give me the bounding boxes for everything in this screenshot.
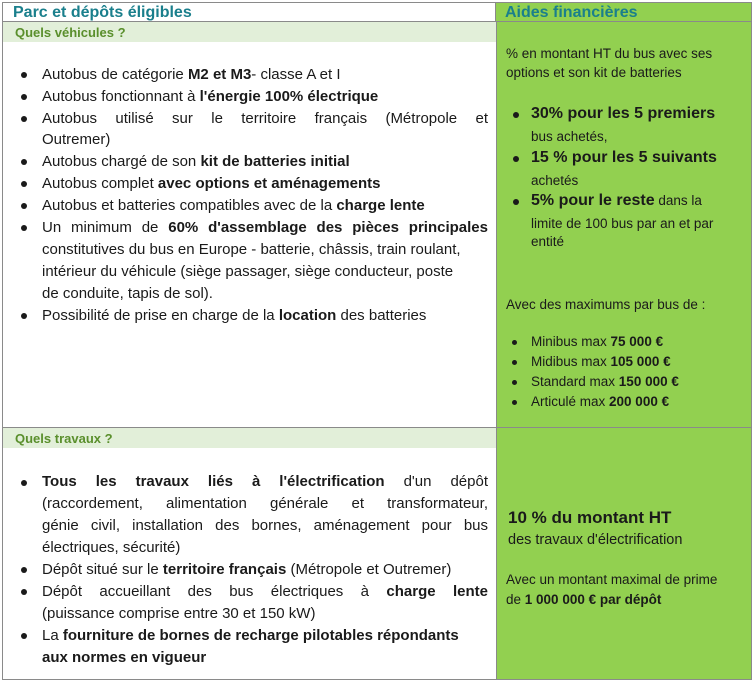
vehicles-cell bbox=[2, 22, 496, 428]
works-cell bbox=[2, 428, 496, 680]
tier-2-bold: 15 % pour les 5 suivants bbox=[531, 149, 717, 166]
vehicle-item-8: Possibilité de prise en charge de la location des batteries bbox=[42, 307, 427, 324]
vehicle-item-6: Autobus et batteries compatibles avec de la charge lente bbox=[42, 197, 425, 214]
works-item-1-line2: (raccordement, alimentation générale et transformateur, bbox=[42, 495, 488, 512]
bullet-icon bbox=[21, 159, 27, 165]
vehicle-item-5: Autobus complet avec options et aménagements bbox=[42, 175, 381, 192]
vehicle-item-4: Autobus chargé de son kit de batteries initial bbox=[42, 153, 350, 170]
works-item-4-line1: La fourniture de bornes de recharge pilotables répondants bbox=[42, 627, 459, 644]
vehicle-item-7-line4: de conduite, tapis de sol). bbox=[42, 285, 213, 302]
works-aid-headline-sub: des travaux d'électrification bbox=[508, 532, 683, 548]
works-aid-cell bbox=[496, 428, 752, 680]
bullet-icon bbox=[512, 380, 517, 385]
max-standard: Standard max 150 000 € bbox=[531, 374, 679, 389]
works-item-1-line3: génie civil, installation des bornes, aménagement pour bus bbox=[42, 517, 488, 534]
works-aid-cap-line1: Avec un montant maximal de prime bbox=[506, 572, 718, 587]
bullet-icon bbox=[513, 112, 519, 118]
bullet-icon bbox=[512, 360, 517, 365]
bullet-icon bbox=[21, 225, 27, 231]
bullet-icon bbox=[21, 313, 27, 319]
eligibility-table bbox=[2, 2, 752, 680]
maximums-intro: Avec des maximums par bus de : bbox=[506, 297, 706, 312]
max-minibus: Minibus max 75 000 € bbox=[531, 334, 664, 349]
vehicle-item-3-line1: Autobus utilisé sur le territoire français (Métropole et bbox=[42, 110, 488, 127]
works-item-4-line2: aux normes en vigueur bbox=[42, 649, 207, 666]
bullet-icon bbox=[21, 589, 27, 595]
works-item-1-line4: électriques, sécurité) bbox=[42, 539, 181, 556]
bullet-icon bbox=[21, 94, 27, 100]
bullet-icon bbox=[21, 72, 27, 78]
vehicles-subtitle-bar bbox=[3, 22, 496, 42]
bullet-icon bbox=[512, 400, 517, 405]
header-right bbox=[496, 2, 752, 22]
bullet-icon bbox=[21, 567, 27, 573]
header-right-title: Aides financières bbox=[505, 4, 638, 21]
tier-3-line1: 5% pour le reste dans la bbox=[531, 192, 702, 209]
bullet-icon bbox=[21, 181, 27, 187]
max-midibus: Midibus max 105 000 € bbox=[531, 354, 671, 369]
works-aid-cap-line2: de 1 000 000 € par dépôt bbox=[506, 592, 662, 607]
works-subtitle: Quels travaux ? bbox=[15, 431, 113, 446]
vehicle-item-7-line1: Un minimum de 60% d'assemblage des pièces principales bbox=[42, 219, 488, 236]
bullet-icon bbox=[21, 480, 27, 486]
bullet-icon bbox=[512, 340, 517, 345]
tier-1-rest: bus achetés, bbox=[531, 129, 608, 144]
vehicle-item-3-line2: Outremer) bbox=[42, 131, 111, 148]
bullet-icon bbox=[513, 156, 519, 162]
tier-1-bold: 30% pour les 5 premiers bbox=[531, 105, 716, 122]
tier-3-line2: limite de 100 bus par an et par bbox=[531, 216, 714, 231]
works-item-1-line1: Tous les travaux liés à l'électrification d'un dépôt bbox=[42, 473, 488, 490]
bullet-icon bbox=[21, 203, 27, 209]
header-left-title: Parc et dépôts éligibles bbox=[13, 4, 192, 21]
vehicles-subtitle: Quels véhicules ? bbox=[15, 25, 126, 40]
aid-intro-line2: options et son kit de batteries bbox=[506, 65, 682, 80]
max-articule: Articulé max 200 000 € bbox=[531, 394, 670, 409]
tier-2-rest: achetés bbox=[531, 173, 579, 188]
vehicle-aid-cell bbox=[496, 22, 752, 428]
header-left bbox=[2, 2, 496, 22]
works-item-3-line1: Dépôt accueillant des bus électriques à charge lente bbox=[42, 583, 488, 600]
works-aid-headline: 10 % du montant HT bbox=[508, 508, 672, 527]
vehicle-item-7-line2: constitutives du bus en Europe - batterie, châssis, train roulant, bbox=[42, 241, 461, 258]
bullet-icon bbox=[21, 116, 27, 122]
vehicle-item-1: Autobus de catégorie M2 et M3- classe A et I bbox=[42, 66, 341, 83]
tier-3-line3: entité bbox=[531, 234, 565, 249]
works-subtitle-bar bbox=[3, 428, 496, 448]
aid-intro-line1: % en montant HT du bus avec ses bbox=[506, 46, 713, 61]
bullet-icon bbox=[513, 199, 519, 205]
vehicle-item-7-line3: intérieur du véhicule (siège passager, siège conducteur, poste bbox=[42, 263, 454, 280]
bullet-icon bbox=[21, 633, 27, 639]
works-item-3-line2: (puissance comprise entre 30 et 150 kW) bbox=[42, 605, 316, 622]
vehicle-item-2: Autobus fonctionnant à l'énergie 100% électrique bbox=[42, 88, 379, 105]
works-item-2: Dépôt situé sur le territoire français (Métropole et Outremer) bbox=[42, 561, 452, 578]
